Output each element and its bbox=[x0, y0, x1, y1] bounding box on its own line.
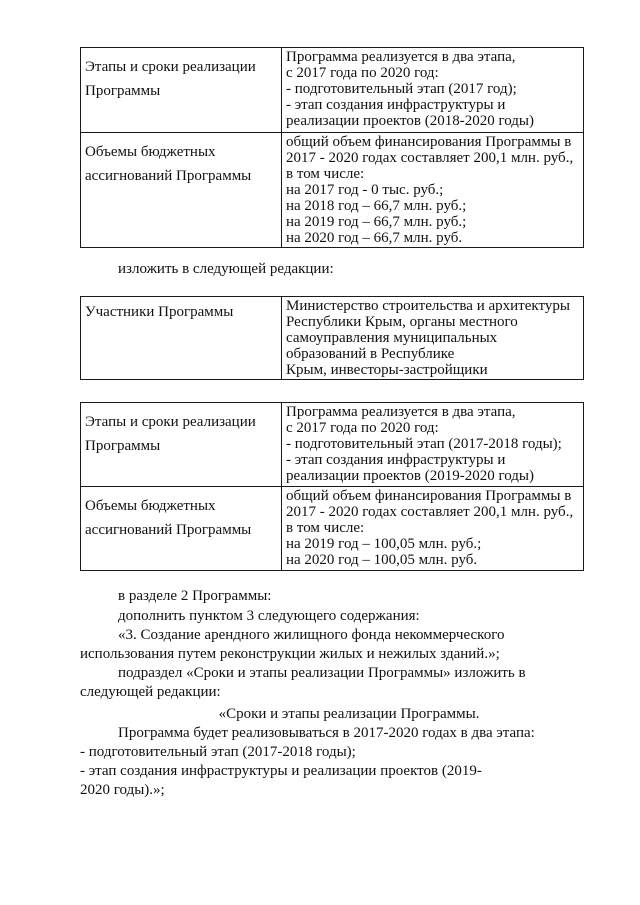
table-row bbox=[81, 487, 584, 571]
participants-value-cell: Министерство строительства и архитектуры Республики Крым, органы местного самоуправления муниципальных образований в Республике Крым, инвесторы-застройщики bbox=[282, 297, 584, 380]
paragraph-1: Программа будет реализовываться в 2017-2020 годах в два этапа: bbox=[118, 725, 535, 741]
table-row bbox=[81, 133, 584, 248]
table-row bbox=[81, 297, 584, 380]
paragraph-3-line-2: 2020 годы).»; bbox=[80, 782, 165, 798]
paragraph-2: - подготовительный этап (2017-2018 годы); bbox=[80, 744, 356, 760]
instruction-text: изложить в следующей редакции: bbox=[118, 261, 334, 277]
budget-value-cell: общий объем финансирования Программы в 2017 - 2020 годах составляет 200,1 млн. руб., в том числе: на 2019 год – 100,05 млн. руб.; на 2020 год – 100,05 млн. руб. bbox=[282, 487, 584, 571]
table-old-wording bbox=[80, 47, 584, 248]
table-row bbox=[81, 48, 584, 133]
table-new-wording bbox=[80, 402, 584, 571]
budget-value-cell: общий объем финансирования Программы в 2017 - 2020 годах составляет 200,1 млн. руб., в том числе: на 2017 год - 0 тыс. руб.; на 2018 год – 66,7 млн. руб.; на 2019 год – 66,7 млн. руб.; на 2020 год – 66,7 млн. руб. bbox=[282, 133, 584, 248]
stages-label-cell: Этапы и сроки реализации Программы bbox=[81, 403, 282, 487]
section-2-text: в разделе 2 Программы: bbox=[118, 588, 272, 604]
item-3-line-1: «3. Создание арендного жилищного фонда некоммерческого bbox=[118, 627, 505, 643]
subsection-line-1: подраздел «Сроки и этапы реализации Программы» изложить в bbox=[118, 665, 526, 681]
subsection-line-2: следующей редакции: bbox=[80, 684, 221, 700]
stages-value-cell: Программа реализуется в два этапа, с 2017 года по 2020 год: - подготовительный этап (2017 год); - этап создания инфраструктуры и реализации проектов (2018-2020 годы) bbox=[282, 48, 584, 133]
budget-label-cell: Объемы бюджетных ассигнований Программы bbox=[81, 133, 282, 248]
budget-label-cell: Объемы бюджетных ассигнований Программы bbox=[81, 487, 282, 571]
participants-label-cell: Участники Программы bbox=[81, 297, 282, 380]
table-row bbox=[81, 403, 584, 487]
add-item-text: дополнить пунктом 3 следующего содержания: bbox=[118, 608, 420, 624]
table-participants bbox=[80, 296, 584, 380]
stages-label-cell: Этапы и сроки реализации Программы bbox=[81, 48, 282, 133]
stages-value-cell: Программа реализуется в два этапа, с 2017 года по 2020 год: - подготовительный этап (2017-2018 годы); - этап создания инфраструктуры и реализации проектов (2019-2020 годы) bbox=[282, 403, 584, 487]
section-heading: «Сроки и этапы реализации Программы. bbox=[218, 706, 480, 722]
paragraph-3-line-1: - этап создания инфраструктуры и реализации проектов (2019- bbox=[80, 763, 482, 779]
item-3-line-2: использования путем реконструкции жилых и нежилых зданий.»; bbox=[80, 646, 500, 662]
